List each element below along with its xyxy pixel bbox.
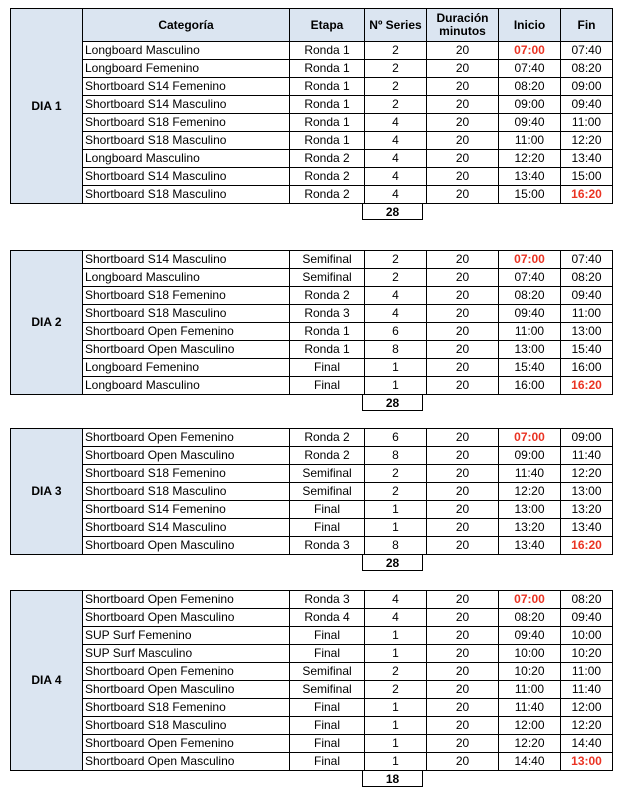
duracion-cell: 20 (427, 663, 499, 681)
inicio-cell: 14:40 (499, 753, 561, 771)
duracion-cell: 20 (427, 717, 499, 735)
header-row (11, 9, 613, 42)
header-fin: Fin (561, 9, 613, 42)
etapa-cell: Ronda 2 (290, 447, 365, 465)
table-row (11, 717, 613, 735)
duracion-cell: 20 (427, 627, 499, 645)
table-row (11, 591, 613, 609)
series-cell: 4 (365, 150, 427, 168)
fin-cell: 09:40 (561, 96, 613, 114)
duracion-cell: 20 (427, 735, 499, 753)
etapa-cell: Ronda 1 (290, 114, 365, 132)
table-row (11, 60, 613, 78)
fin-cell: 11:00 (561, 305, 613, 323)
table-row (11, 681, 613, 699)
fin-cell: 12:20 (561, 717, 613, 735)
etapa-cell: Final (290, 377, 365, 395)
fin-cell: 16:20 (561, 537, 613, 555)
inicio-cell: 07:00 (499, 591, 561, 609)
table-row (11, 735, 613, 753)
categoria-cell: Shortboard S18 Femenino (83, 699, 290, 717)
inicio-cell: 09:40 (499, 305, 561, 323)
etapa-cell: Final (290, 645, 365, 663)
inicio-cell: 15:00 (499, 186, 561, 204)
series-cell: 6 (365, 323, 427, 341)
inicio-cell: 15:40 (499, 359, 561, 377)
table-row (11, 287, 613, 305)
etapa-cell: Ronda 3 (290, 537, 365, 555)
duracion-cell: 20 (427, 465, 499, 483)
categoria-cell: Shortboard S14 Femenino (83, 501, 290, 519)
categoria-cell: Longboard Femenino (83, 60, 290, 78)
fin-cell: 08:20 (561, 60, 613, 78)
duracion-cell: 20 (427, 114, 499, 132)
duracion-cell: 20 (427, 96, 499, 114)
duracion-cell: 20 (427, 186, 499, 204)
table-row (11, 501, 613, 519)
fin-cell: 09:40 (561, 287, 613, 305)
fin-cell: 14:40 (561, 735, 613, 753)
etapa-cell: Ronda 2 (290, 168, 365, 186)
categoria-cell: Shortboard Open Femenino (83, 663, 290, 681)
series-cell: 6 (365, 429, 427, 447)
fin-cell: 11:40 (561, 447, 613, 465)
series-cell: 8 (365, 341, 427, 359)
fin-cell: 15:40 (561, 341, 613, 359)
series-cell: 4 (365, 305, 427, 323)
categoria-cell: Shortboard Open Masculino (83, 681, 290, 699)
duracion-cell: 20 (427, 287, 499, 305)
duracion-cell: 20 (427, 537, 499, 555)
table-row (11, 519, 613, 537)
etapa-cell: Ronda 1 (290, 42, 365, 60)
table-row (11, 753, 613, 771)
fin-cell: 09:00 (561, 78, 613, 96)
duracion-cell: 20 (427, 429, 499, 447)
series-cell: 2 (365, 465, 427, 483)
series-cell: 1 (365, 377, 427, 395)
etapa-cell: Ronda 2 (290, 287, 365, 305)
fin-cell: 07:40 (561, 42, 613, 60)
duracion-cell: 20 (427, 501, 499, 519)
categoria-cell: Shortboard S18 Masculino (83, 717, 290, 735)
duracion-cell: 20 (427, 341, 499, 359)
fin-cell: 12:00 (561, 699, 613, 717)
inicio-cell: 09:40 (499, 114, 561, 132)
table-row (11, 627, 613, 645)
fin-cell: 12:20 (561, 132, 613, 150)
etapa-cell: Ronda 2 (290, 150, 365, 168)
inicio-cell: 13:20 (499, 519, 561, 537)
table-row (11, 359, 613, 377)
table-row (11, 305, 613, 323)
etapa-cell: Ronda 1 (290, 96, 365, 114)
categoria-cell: Shortboard Open Femenino (83, 735, 290, 753)
duracion-cell: 20 (427, 753, 499, 771)
duracion-cell: 20 (427, 483, 499, 501)
header-series: Nº Series (365, 9, 427, 42)
categoria-cell: Shortboard S14 Masculino (83, 251, 290, 269)
categoria-cell: Shortboard S18 Masculino (83, 132, 290, 150)
fin-cell: 11:40 (561, 681, 613, 699)
series-cell: 2 (365, 269, 427, 287)
fin-cell: 08:20 (561, 591, 613, 609)
inicio-cell: 10:00 (499, 645, 561, 663)
fin-cell: 09:00 (561, 429, 613, 447)
duracion-cell: 20 (427, 609, 499, 627)
series-cell: 8 (365, 447, 427, 465)
table-row (11, 341, 613, 359)
table-row (11, 377, 613, 395)
categoria-cell: SUP Surf Femenino (83, 627, 290, 645)
inicio-cell: 13:40 (499, 537, 561, 555)
categoria-cell: Longboard Masculino (83, 377, 290, 395)
series-cell: 2 (365, 96, 427, 114)
table-row (11, 483, 613, 501)
categoria-cell: Shortboard S14 Femenino (83, 78, 290, 96)
inicio-cell: 13:40 (499, 168, 561, 186)
header-etapa: Etapa (290, 9, 365, 42)
table-row (11, 78, 613, 96)
inicio-cell: 07:40 (499, 60, 561, 78)
series-cell: 2 (365, 78, 427, 96)
table-row (11, 663, 613, 681)
fin-cell: 16:20 (561, 186, 613, 204)
day-table (10, 8, 613, 204)
table-row (11, 447, 613, 465)
inicio-cell: 11:40 (499, 699, 561, 717)
fin-cell: 13:40 (561, 150, 613, 168)
categoria-cell: Shortboard Open Femenino (83, 323, 290, 341)
etapa-cell: Final (290, 699, 365, 717)
table-row (11, 186, 613, 204)
etapa-cell: Semifinal (290, 251, 365, 269)
duracion-cell: 20 (427, 305, 499, 323)
day-table (10, 250, 613, 395)
series-total: 28 (362, 555, 423, 571)
table-row (11, 429, 613, 447)
etapa-cell: Ronda 1 (290, 132, 365, 150)
inicio-cell: 12:20 (499, 150, 561, 168)
inicio-cell: 10:20 (499, 663, 561, 681)
categoria-cell: Shortboard Open Masculino (83, 341, 290, 359)
table-row (11, 699, 613, 717)
duracion-cell: 20 (427, 519, 499, 537)
duracion-cell: 20 (427, 447, 499, 465)
inicio-cell: 09:00 (499, 96, 561, 114)
inicio-cell: 07:00 (499, 251, 561, 269)
duracion-cell: 20 (427, 251, 499, 269)
categoria-cell: Shortboard S14 Masculino (83, 168, 290, 186)
inicio-cell: 13:00 (499, 501, 561, 519)
etapa-cell: Final (290, 735, 365, 753)
fin-cell: 13:00 (561, 753, 613, 771)
duracion-cell: 20 (427, 269, 499, 287)
categoria-cell: Shortboard S18 Masculino (83, 305, 290, 323)
etapa-cell: Semifinal (290, 681, 365, 699)
day-label: DIA 3 (11, 429, 83, 555)
fin-cell: 11:00 (561, 114, 613, 132)
series-cell: 1 (365, 645, 427, 663)
series-cell: 1 (365, 699, 427, 717)
series-cell: 1 (365, 359, 427, 377)
series-cell: 2 (365, 483, 427, 501)
categoria-cell: Longboard Masculino (83, 269, 290, 287)
duracion-cell: 20 (427, 150, 499, 168)
categoria-cell: Shortboard S18 Femenino (83, 114, 290, 132)
series-total: 28 (362, 395, 423, 411)
categoria-cell: SUP Surf Masculino (83, 645, 290, 663)
categoria-cell: Shortboard Open Masculino (83, 537, 290, 555)
inicio-cell: 08:20 (499, 609, 561, 627)
duracion-cell: 20 (427, 78, 499, 96)
etapa-cell: Final (290, 627, 365, 645)
table-row (11, 114, 613, 132)
inicio-cell: 08:20 (499, 287, 561, 305)
duracion-cell: 20 (427, 60, 499, 78)
inicio-cell: 09:00 (499, 447, 561, 465)
etapa-cell: Ronda 1 (290, 78, 365, 96)
inicio-cell: 12:20 (499, 483, 561, 501)
series-cell: 4 (365, 186, 427, 204)
duracion-cell: 20 (427, 681, 499, 699)
etapa-cell: Ronda 2 (290, 186, 365, 204)
header-duracion: Duración minutos (427, 9, 499, 42)
table-row (11, 168, 613, 186)
fin-cell: 09:40 (561, 609, 613, 627)
etapa-cell: Final (290, 753, 365, 771)
categoria-cell: Shortboard S14 Masculino (83, 519, 290, 537)
fin-cell: 10:00 (561, 627, 613, 645)
categoria-cell: Shortboard S18 Masculino (83, 186, 290, 204)
inicio-cell: 12:00 (499, 717, 561, 735)
inicio-cell: 07:00 (499, 429, 561, 447)
fin-cell: 08:20 (561, 269, 613, 287)
fin-cell: 15:00 (561, 168, 613, 186)
series-total: 18 (362, 771, 423, 787)
etapa-cell: Final (290, 717, 365, 735)
categoria-cell: Shortboard S18 Femenino (83, 465, 290, 483)
fin-cell: 11:00 (561, 663, 613, 681)
inicio-cell: 12:20 (499, 735, 561, 753)
etapa-cell: Ronda 1 (290, 60, 365, 78)
fin-cell: 13:40 (561, 519, 613, 537)
series-cell: 2 (365, 60, 427, 78)
categoria-cell: Shortboard Open Masculino (83, 753, 290, 771)
inicio-cell: 11:00 (499, 681, 561, 699)
etapa-cell: Ronda 1 (290, 341, 365, 359)
etapa-cell: Semifinal (290, 465, 365, 483)
categoria-cell: Longboard Masculino (83, 42, 290, 60)
series-cell: 2 (365, 663, 427, 681)
day-label: DIA 2 (11, 251, 83, 395)
series-cell: 1 (365, 735, 427, 753)
duracion-cell: 20 (427, 323, 499, 341)
header-categoria: Categoría (83, 9, 290, 42)
fin-cell: 07:40 (561, 251, 613, 269)
duracion-cell: 20 (427, 699, 499, 717)
etapa-cell: Ronda 1 (290, 323, 365, 341)
inicio-cell: 09:40 (499, 627, 561, 645)
duracion-cell: 20 (427, 42, 499, 60)
duracion-cell: 20 (427, 132, 499, 150)
inicio-cell: 08:20 (499, 78, 561, 96)
fin-cell: 13:00 (561, 323, 613, 341)
duracion-cell: 20 (427, 168, 499, 186)
series-cell: 8 (365, 537, 427, 555)
fin-cell: 13:00 (561, 483, 613, 501)
fin-cell: 16:20 (561, 377, 613, 395)
categoria-cell: Shortboard S18 Masculino (83, 483, 290, 501)
categoria-cell: Shortboard S14 Masculino (83, 96, 290, 114)
series-cell: 1 (365, 753, 427, 771)
series-total: 28 (362, 204, 423, 220)
etapa-cell: Final (290, 359, 365, 377)
categoria-cell: Shortboard Open Femenino (83, 591, 290, 609)
table-row (11, 132, 613, 150)
categoria-cell: Shortboard Open Masculino (83, 447, 290, 465)
etapa-cell: Ronda 4 (290, 609, 365, 627)
etapa-cell: Final (290, 519, 365, 537)
etapa-cell: Semifinal (290, 483, 365, 501)
fin-cell: 12:20 (561, 465, 613, 483)
duracion-cell: 20 (427, 377, 499, 395)
series-cell: 4 (365, 609, 427, 627)
etapa-cell: Semifinal (290, 663, 365, 681)
etapa-cell: Semifinal (290, 269, 365, 287)
series-cell: 4 (365, 287, 427, 305)
series-cell: 4 (365, 132, 427, 150)
categoria-cell: Shortboard Open Masculino (83, 609, 290, 627)
inicio-cell: 11:00 (499, 323, 561, 341)
fin-cell: 16:00 (561, 359, 613, 377)
duracion-cell: 20 (427, 359, 499, 377)
inicio-cell: 13:00 (499, 341, 561, 359)
table-row (11, 42, 613, 60)
table-row (11, 251, 613, 269)
series-cell: 2 (365, 681, 427, 699)
day-table (10, 428, 613, 555)
series-cell: 4 (365, 114, 427, 132)
day-label: DIA 4 (11, 591, 83, 771)
duracion-cell: 20 (427, 591, 499, 609)
series-cell: 4 (365, 591, 427, 609)
series-cell: 2 (365, 42, 427, 60)
inicio-cell: 07:00 (499, 42, 561, 60)
inicio-cell: 11:00 (499, 132, 561, 150)
fin-cell: 10:20 (561, 645, 613, 663)
table-row (11, 269, 613, 287)
inicio-cell: 11:40 (499, 465, 561, 483)
inicio-cell: 07:40 (499, 269, 561, 287)
categoria-cell: Shortboard Open Femenino (83, 429, 290, 447)
series-cell: 4 (365, 168, 427, 186)
etapa-cell: Ronda 3 (290, 305, 365, 323)
table-row (11, 609, 613, 627)
series-cell: 2 (365, 251, 427, 269)
table-row (11, 150, 613, 168)
categoria-cell: Longboard Femenino (83, 359, 290, 377)
etapa-cell: Ronda 2 (290, 429, 365, 447)
inicio-cell: 16:00 (499, 377, 561, 395)
series-cell: 1 (365, 627, 427, 645)
fin-cell: 13:20 (561, 501, 613, 519)
duracion-cell: 20 (427, 645, 499, 663)
series-cell: 1 (365, 519, 427, 537)
series-cell: 1 (365, 501, 427, 519)
categoria-cell: Shortboard S18 Femenino (83, 287, 290, 305)
table-row (11, 465, 613, 483)
table-row (11, 323, 613, 341)
etapa-cell: Final (290, 501, 365, 519)
series-cell: 1 (365, 717, 427, 735)
table-row (11, 96, 613, 114)
etapa-cell: Ronda 3 (290, 591, 365, 609)
categoria-cell: Longboard Masculino (83, 150, 290, 168)
table-row (11, 537, 613, 555)
day-label: DIA 1 (11, 9, 83, 204)
day-table (10, 590, 613, 771)
table-row (11, 645, 613, 663)
header-inicio: Inicio (499, 9, 561, 42)
